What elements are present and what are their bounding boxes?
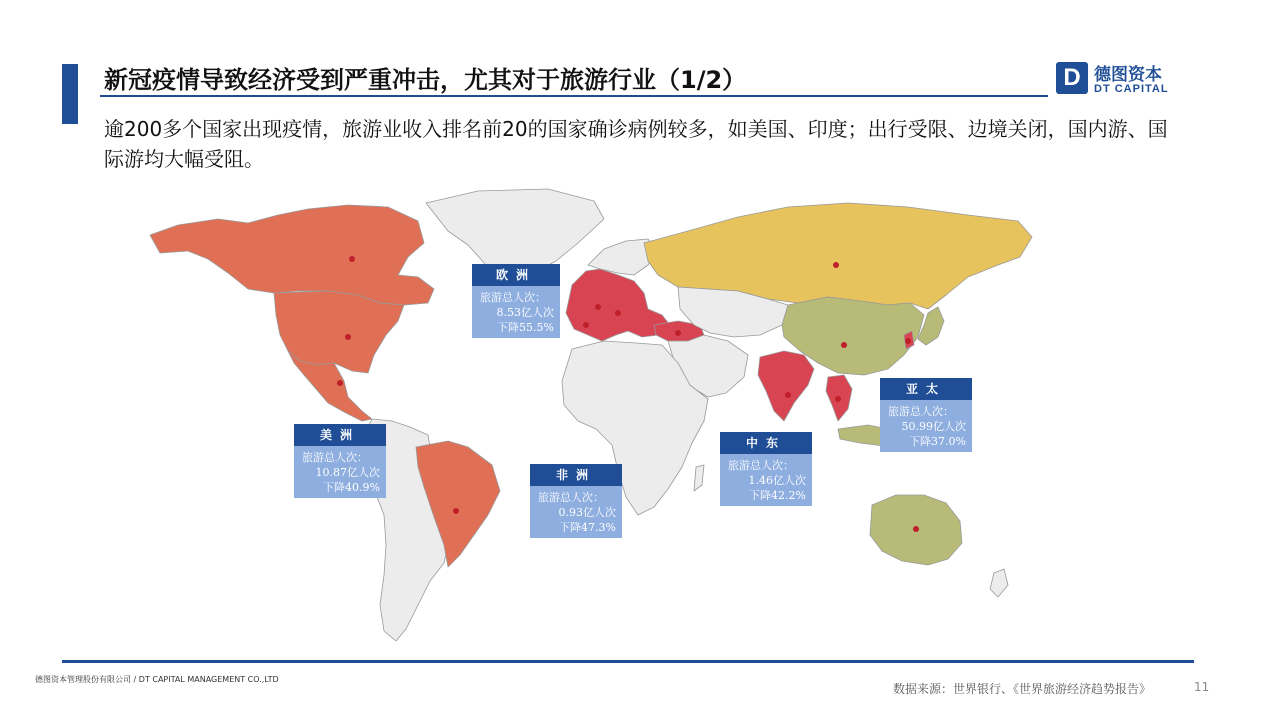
europe-marker-3 [583,322,589,328]
korea-marker [905,338,911,344]
dt-capital-logo [1056,62,1180,98]
footer-divider [62,660,1194,663]
title-underline [100,95,1048,97]
data-source: 数据来源：世界银行、《世界旅游经济趋势报告》 [893,682,1152,696]
slide-title: 新冠疫情导致经济受到严重冲击，尤其对于旅游行业（1/2） [104,66,747,94]
page-number: 11 [1194,680,1210,694]
europe-marker-2 [615,310,621,316]
callout-body: 旅游总人次： 0.93亿人次 下降47.3% [530,486,622,538]
canada-marker [349,256,355,262]
callout-asia-pacific [880,378,972,452]
callout-region-label: 非洲 [530,464,622,486]
callout-body: 旅游总人次： 50.99亿人次 下降37.0% [880,400,972,452]
logo-mark-icon: D [1056,62,1088,94]
logo-english-name: DT CAPITAL [1094,83,1169,95]
callout-middle-east [720,432,812,506]
new-zealand-region [990,569,1008,597]
callout-body: 旅游总人次： 10.87亿人次 下降40.9% [294,446,386,498]
thailand-marker [835,396,841,402]
callout-region-label: 中东 [720,432,812,454]
madagascar-region [694,465,704,491]
australia-marker [913,526,919,532]
canada-region [150,205,434,305]
company-name: 德图资本管理股份有限公司 / DT CAPITAL MANAGEMENT CO.,LTD [35,675,279,684]
india-marker [785,392,791,398]
callout-europe [472,264,560,338]
turkey-marker [675,330,681,336]
india-region [758,351,814,421]
title-accent-bar [62,64,78,124]
callout-region-label: 美洲 [294,424,386,446]
callout-region-label: 欧洲 [472,264,560,286]
europe-region [566,269,670,341]
callout-body: 旅游总人次： 8.53亿人次 下降55.5% [472,286,560,338]
callout-africa [530,464,622,538]
russia-marker [833,262,839,268]
logo-chinese-name: 德图资本 [1094,65,1162,85]
callout-region-label: 亚太 [880,378,972,400]
slide-subtitle: 逾200多个国家出现疫情，旅游业收入排名前20的国家确诊病例较多，如美国、印度；出行受限、边境关闭，国内游、国际游均大幅受阻。 [104,117,1168,171]
callout-body: 旅游总人次： 1.46亿人次 下降42.2% [720,454,812,506]
china-marker [841,342,847,348]
mexico-marker [337,380,343,386]
europe-marker-1 [595,304,601,310]
usa-marker [345,334,351,340]
brazil-marker [453,508,459,514]
callout-americas [294,424,386,498]
